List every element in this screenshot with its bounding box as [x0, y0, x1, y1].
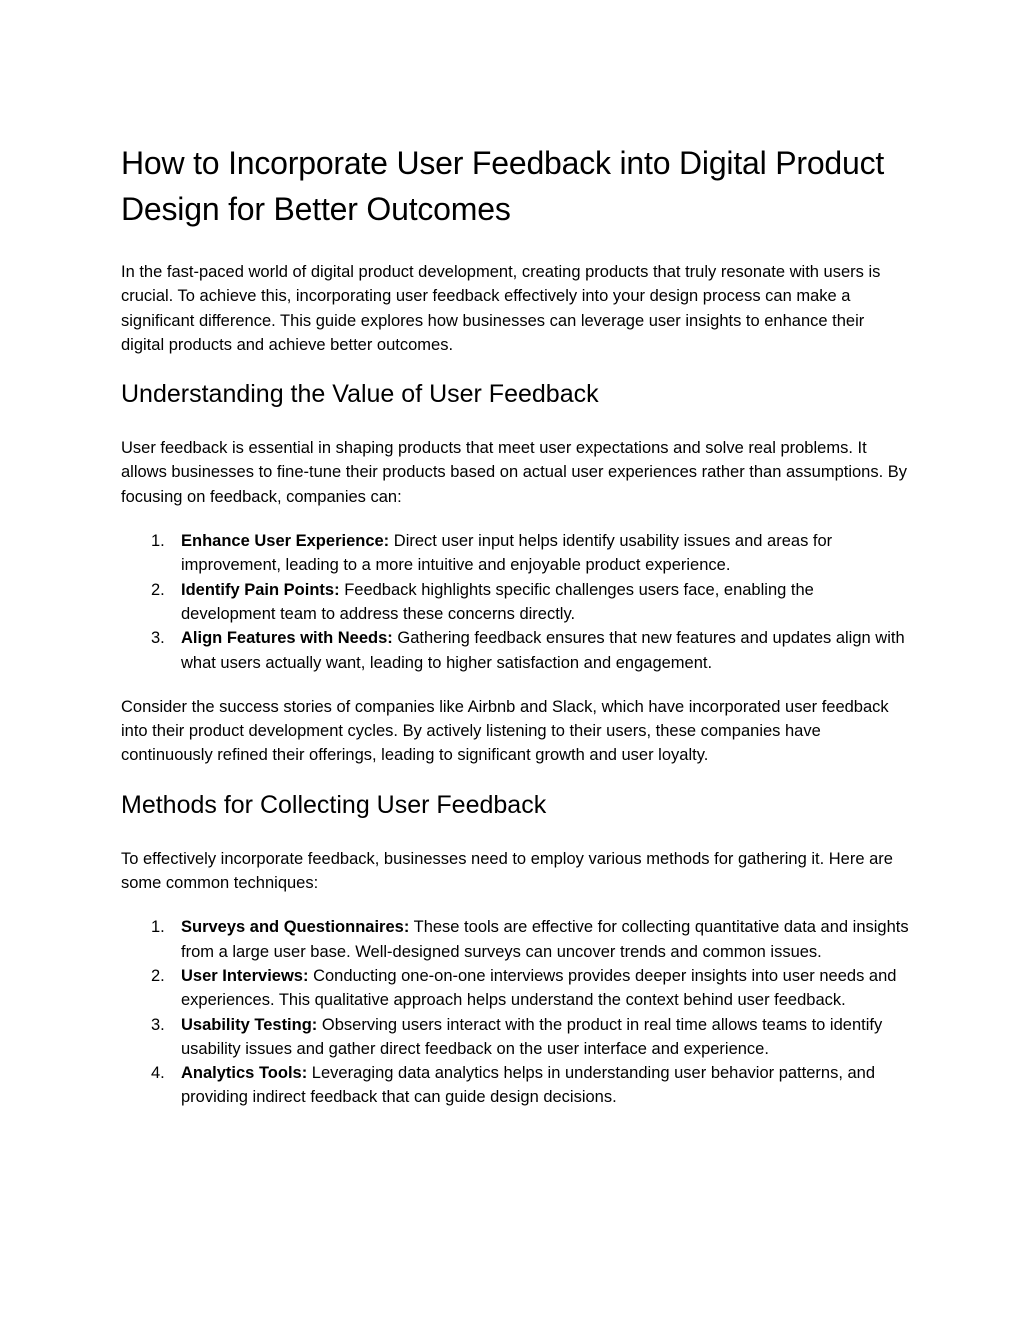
list-item — [121, 626, 911, 675]
list-term: Align Features with Needs: — [181, 629, 393, 648]
section-value-paragraph: User feedback is essential in shaping products that meet user expectations and solve real problems. It allows businesses to fine-tune their products based on actual user experiences rather than assumptions. By focusing on feedback, companies can: — [121, 439, 908, 506]
list-item — [121, 1013, 911, 1062]
list-term: Analytics Tools: — [181, 1064, 308, 1083]
list-text: Observing users interact with the product in real time allows teams to identify usability issues and gather direct feedback on the user interface and experience. — [181, 1015, 883, 1058]
list-text: These tools are effective for collecting quantitative data and insights from a large user base. Well-designed surveys can uncover trends and common issues. — [181, 918, 909, 961]
section-methods-paragraph: To effectively incorporate feedback, businesses need to employ various methods for gathering it. Here are some common techniques: — [121, 849, 893, 893]
benefits-list — [121, 529, 911, 675]
list-number: 1. — [151, 532, 165, 551]
list-term: Identify Pain Points: — [181, 580, 340, 599]
section-value-closing: Consider the success stories of companies like Airbnb and Slack, which have incorporated user feedback into their product development cycles. By actively listening to their users, these companies have continuously refined their offerings, leading to significant growth and user loyalty. — [121, 697, 889, 765]
list-item — [121, 578, 911, 627]
document-title: How to Incorporate User Feedback into Digital Product Design for Better Outcomes — [121, 145, 885, 227]
list-text: Feedback highlights specific challenges users face, enabling the development team to address these concerns directly. — [181, 580, 814, 623]
list-term: Usability Testing: — [181, 1015, 318, 1034]
document-page — [121, 140, 911, 1130]
list-number: 2. — [151, 580, 165, 599]
intro-paragraph: In the fast-paced world of digital product development, creating products that truly resonate with users is crucial. To achieve this, incorporating user feedback effectively into your design process can make a significant difference. This guide explores how businesses can leverage user insights to enhance their digital products and achieve better outcomes. — [121, 263, 881, 354]
list-text: Leveraging data analytics helps in understanding user behavior patterns, and providing indirect feedback that can guide design decisions. — [181, 1064, 876, 1107]
list-term: User Interviews: — [181, 966, 309, 985]
list-number: 1. — [151, 918, 165, 937]
list-number: 4. — [151, 1064, 165, 1083]
list-item — [121, 915, 911, 964]
list-item — [121, 529, 911, 578]
list-term: Enhance User Experience: — [181, 532, 390, 551]
list-item — [121, 1061, 911, 1110]
methods-list — [121, 915, 911, 1109]
section-heading-value: Understanding the Value of User Feedback — [121, 380, 599, 409]
section-heading-methods: Methods for Collecting User Feedback — [121, 790, 547, 819]
list-number: 3. — [151, 1015, 165, 1034]
list-text: Direct user input helps identify usability issues and areas for improvement, leading to a more intuitive and enjoyable product experience. — [181, 532, 833, 575]
list-text: Conducting one-on-one interviews provides deeper insights into user needs and experiences. This qualitative approach helps understand the context behind user feedback. — [181, 966, 897, 1010]
list-number: 2. — [151, 966, 165, 985]
list-term: Surveys and Questionnaires: — [181, 918, 410, 937]
list-number: 3. — [151, 629, 165, 648]
list-item — [121, 964, 911, 1013]
list-text: Gathering feedback ensures that new features and updates align with what users actually want, leading to higher satisfaction and engagement. — [181, 629, 905, 672]
